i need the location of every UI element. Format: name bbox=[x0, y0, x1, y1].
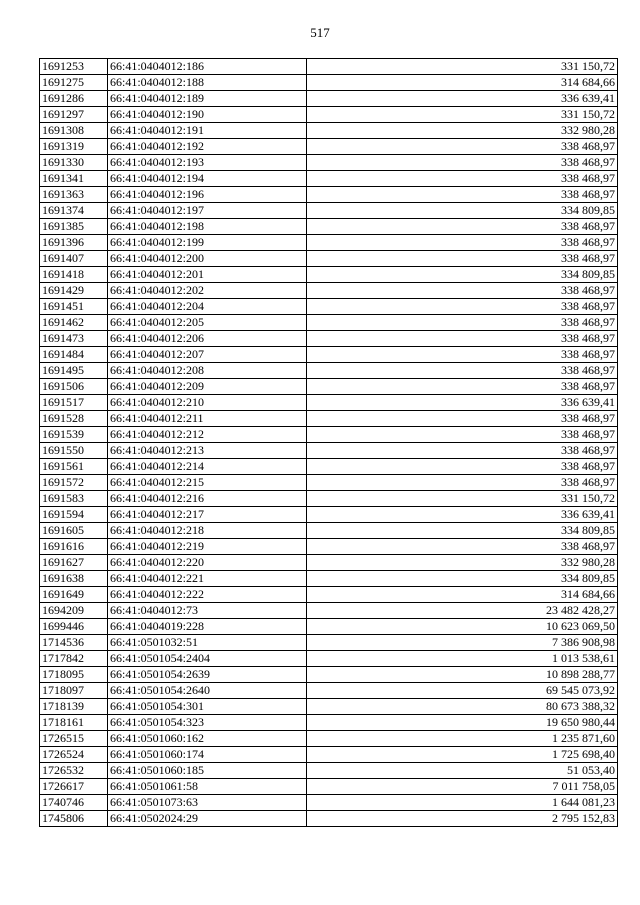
cadastral-number-cell: 66:41:0404012:201 bbox=[108, 267, 307, 283]
object-id-cell: 1691407 bbox=[40, 251, 108, 267]
cadastral-number-cell: 66:41:0404012:197 bbox=[108, 203, 307, 219]
object-id-cell: 1718097 bbox=[40, 683, 108, 699]
table-row bbox=[40, 363, 618, 379]
object-id-cell: 1691385 bbox=[40, 219, 108, 235]
cadastral-value-cell: 69 545 073,92 bbox=[307, 683, 618, 699]
object-id-cell: 1691605 bbox=[40, 523, 108, 539]
object-id-cell: 1691561 bbox=[40, 459, 108, 475]
cadastral-value-cell: 338 468,97 bbox=[307, 171, 618, 187]
cadastral-value-cell: 314 684,66 bbox=[307, 587, 618, 603]
object-id-cell: 1726515 bbox=[40, 731, 108, 747]
object-id-cell: 1691396 bbox=[40, 235, 108, 251]
object-id-cell: 1691539 bbox=[40, 427, 108, 443]
cadastral-value-cell: 332 980,28 bbox=[307, 555, 618, 571]
cadastral-value-cell: 80 673 388,32 bbox=[307, 699, 618, 715]
cadastral-value-cell: 334 809,85 bbox=[307, 267, 618, 283]
object-id-cell: 1694209 bbox=[40, 603, 108, 619]
table-row bbox=[40, 203, 618, 219]
table-row bbox=[40, 347, 618, 363]
table-row bbox=[40, 603, 618, 619]
cadastral-number-cell: 66:41:0501073:63 bbox=[108, 795, 307, 811]
table-row bbox=[40, 619, 618, 635]
cadastral-number-cell: 66:41:0404012:209 bbox=[108, 379, 307, 395]
cadastral-value-cell: 331 150,72 bbox=[307, 107, 618, 123]
table-row bbox=[40, 635, 618, 651]
cadastral-value-cell: 338 468,97 bbox=[307, 459, 618, 475]
cadastral-number-cell: 66:41:0404012:206 bbox=[108, 331, 307, 347]
object-id-cell: 1714536 bbox=[40, 635, 108, 651]
cadastral-value-cell: 334 809,85 bbox=[307, 571, 618, 587]
cadastral-number-cell: 66:41:0501060:162 bbox=[108, 731, 307, 747]
object-id-cell: 1691616 bbox=[40, 539, 108, 555]
cadastral-number-cell: 66:41:0404012:200 bbox=[108, 251, 307, 267]
table-row bbox=[40, 523, 618, 539]
object-id-cell: 1718161 bbox=[40, 715, 108, 731]
cadastral-number-cell: 66:41:0501054:2639 bbox=[108, 667, 307, 683]
cadastral-value-cell: 1 725 698,40 bbox=[307, 747, 618, 763]
object-id-cell: 1691517 bbox=[40, 395, 108, 411]
cadastral-number-cell: 66:41:0404012:192 bbox=[108, 139, 307, 155]
cadastral-value-cell: 338 468,97 bbox=[307, 251, 618, 267]
cadastral-value-cell: 338 468,97 bbox=[307, 315, 618, 331]
object-id-cell: 1691550 bbox=[40, 443, 108, 459]
cadastral-value-cell: 338 468,97 bbox=[307, 283, 618, 299]
table-row bbox=[40, 235, 618, 251]
cadastral-number-cell: 66:41:0501054:2404 bbox=[108, 651, 307, 667]
object-id-cell: 1691253 bbox=[40, 59, 108, 75]
table-row bbox=[40, 571, 618, 587]
object-id-cell: 1699446 bbox=[40, 619, 108, 635]
cadastral-value-cell: 336 639,41 bbox=[307, 507, 618, 523]
table-row bbox=[40, 123, 618, 139]
table-row bbox=[40, 219, 618, 235]
cadastral-value-cell: 19 650 980,44 bbox=[307, 715, 618, 731]
table-row bbox=[40, 75, 618, 91]
object-id-cell: 1726532 bbox=[40, 763, 108, 779]
cadastral-number-cell: 66:41:0404012:199 bbox=[108, 235, 307, 251]
table-row bbox=[40, 779, 618, 795]
cadastral-number-cell: 66:41:0404012:196 bbox=[108, 187, 307, 203]
cadastral-value-cell: 338 468,97 bbox=[307, 539, 618, 555]
cadastral-number-cell: 66:41:0501060:174 bbox=[108, 747, 307, 763]
table-row bbox=[40, 187, 618, 203]
cadastral-number-cell: 66:41:0404012:214 bbox=[108, 459, 307, 475]
cadastral-number-cell: 66:41:0404012:216 bbox=[108, 491, 307, 507]
object-id-cell: 1691484 bbox=[40, 347, 108, 363]
cadastral-value-cell: 338 468,97 bbox=[307, 219, 618, 235]
cadastral-number-cell: 66:41:0404019:228 bbox=[108, 619, 307, 635]
table-row bbox=[40, 427, 618, 443]
table-body bbox=[40, 59, 618, 827]
table-row bbox=[40, 411, 618, 427]
table-row bbox=[40, 251, 618, 267]
cadastral-value-cell: 338 468,97 bbox=[307, 475, 618, 491]
object-id-cell: 1745806 bbox=[40, 811, 108, 827]
object-id-cell: 1726617 bbox=[40, 779, 108, 795]
table-row bbox=[40, 395, 618, 411]
cadastral-number-cell: 66:41:0501054:323 bbox=[108, 715, 307, 731]
cadastral-value-cell: 1 644 081,23 bbox=[307, 795, 618, 811]
cadastral-value-cell: 338 468,97 bbox=[307, 139, 618, 155]
cadastral-value-cell: 314 684,66 bbox=[307, 75, 618, 91]
cadastral-number-cell: 66:41:0404012:205 bbox=[108, 315, 307, 331]
cadastral-value-cell: 336 639,41 bbox=[307, 91, 618, 107]
cadastral-value-cell: 331 150,72 bbox=[307, 59, 618, 75]
cadastral-number-cell: 66:41:0404012:220 bbox=[108, 555, 307, 571]
table-row bbox=[40, 91, 618, 107]
object-id-cell: 1691594 bbox=[40, 507, 108, 523]
cadastral-number-cell: 66:41:0501060:185 bbox=[108, 763, 307, 779]
cadastral-number-cell: 66:41:0404012:208 bbox=[108, 363, 307, 379]
table-row bbox=[40, 379, 618, 395]
cadastral-number-cell: 66:41:0404012:211 bbox=[108, 411, 307, 427]
object-id-cell: 1691297 bbox=[40, 107, 108, 123]
cadastral-number-cell: 66:41:0404012:190 bbox=[108, 107, 307, 123]
table-row bbox=[40, 315, 618, 331]
table-row bbox=[40, 491, 618, 507]
object-id-cell: 1691363 bbox=[40, 187, 108, 203]
table-row bbox=[40, 155, 618, 171]
cadastral-value-cell: 338 468,97 bbox=[307, 235, 618, 251]
object-id-cell: 1691308 bbox=[40, 123, 108, 139]
table-row bbox=[40, 731, 618, 747]
table-row bbox=[40, 683, 618, 699]
cadastral-value-cell: 10 623 069,50 bbox=[307, 619, 618, 635]
cadastral-number-cell: 66:41:0502024:29 bbox=[108, 811, 307, 827]
cadastral-value-cell: 338 468,97 bbox=[307, 187, 618, 203]
object-id-cell: 1691506 bbox=[40, 379, 108, 395]
page-number: 517 bbox=[310, 25, 330, 40]
object-id-cell: 1691341 bbox=[40, 171, 108, 187]
cadastral-value-cell: 23 482 428,27 bbox=[307, 603, 618, 619]
cadastral-number-cell: 66:41:0404012:217 bbox=[108, 507, 307, 523]
cadastral-value-cell: 334 809,85 bbox=[307, 523, 618, 539]
object-id-cell: 1691462 bbox=[40, 315, 108, 331]
object-id-cell: 1691572 bbox=[40, 475, 108, 491]
cadastral-value-cell: 334 809,85 bbox=[307, 203, 618, 219]
object-id-cell: 1691319 bbox=[40, 139, 108, 155]
object-id-cell: 1691418 bbox=[40, 267, 108, 283]
cadastral-value-table bbox=[39, 58, 618, 827]
cadastral-value-cell: 332 980,28 bbox=[307, 123, 618, 139]
object-id-cell: 1691528 bbox=[40, 411, 108, 427]
object-id-cell: 1691638 bbox=[40, 571, 108, 587]
table-row bbox=[40, 331, 618, 347]
table-row bbox=[40, 267, 618, 283]
object-id-cell: 1691275 bbox=[40, 75, 108, 91]
cadastral-value-cell: 338 468,97 bbox=[307, 155, 618, 171]
object-id-cell: 1726524 bbox=[40, 747, 108, 763]
object-id-cell: 1691649 bbox=[40, 587, 108, 603]
cadastral-number-cell: 66:41:0501061:58 bbox=[108, 779, 307, 795]
cadastral-number-cell: 66:41:0501054:301 bbox=[108, 699, 307, 715]
object-id-cell: 1691451 bbox=[40, 299, 108, 315]
table-row bbox=[40, 667, 618, 683]
cadastral-number-cell: 66:41:0404012:204 bbox=[108, 299, 307, 315]
cadastral-number-cell: 66:41:0404012:221 bbox=[108, 571, 307, 587]
cadastral-number-cell: 66:41:0404012:207 bbox=[108, 347, 307, 363]
cadastral-value-cell: 336 639,41 bbox=[307, 395, 618, 411]
object-id-cell: 1691330 bbox=[40, 155, 108, 171]
table-row bbox=[40, 171, 618, 187]
cadastral-value-cell: 2 795 152,83 bbox=[307, 811, 618, 827]
object-id-cell: 1718139 bbox=[40, 699, 108, 715]
object-id-cell: 1691473 bbox=[40, 331, 108, 347]
table-row bbox=[40, 475, 618, 491]
object-id-cell: 1718095 bbox=[40, 667, 108, 683]
cadastral-number-cell: 66:41:0404012:186 bbox=[108, 59, 307, 75]
cadastral-value-cell: 1 013 538,61 bbox=[307, 651, 618, 667]
cadastral-number-cell: 66:41:0404012:210 bbox=[108, 395, 307, 411]
table-row bbox=[40, 443, 618, 459]
cadastral-number-cell: 66:41:0404012:188 bbox=[108, 75, 307, 91]
cadastral-value-cell: 10 898 288,77 bbox=[307, 667, 618, 683]
cadastral-value-cell: 338 468,97 bbox=[307, 443, 618, 459]
cadastral-number-cell: 66:41:0404012:73 bbox=[108, 603, 307, 619]
cadastral-value-cell: 338 468,97 bbox=[307, 411, 618, 427]
cadastral-number-cell: 66:41:0404012:191 bbox=[108, 123, 307, 139]
object-id-cell: 1691374 bbox=[40, 203, 108, 219]
cadastral-value-cell: 1 235 871,60 bbox=[307, 731, 618, 747]
object-id-cell: 1691583 bbox=[40, 491, 108, 507]
cadastral-value-cell: 7 011 758,05 bbox=[307, 779, 618, 795]
table-row bbox=[40, 283, 618, 299]
cadastral-number-cell: 66:41:0404012:202 bbox=[108, 283, 307, 299]
table-row bbox=[40, 59, 618, 75]
cadastral-value-cell: 331 150,72 bbox=[307, 491, 618, 507]
cadastral-number-cell: 66:41:0404012:222 bbox=[108, 587, 307, 603]
table-row bbox=[40, 507, 618, 523]
object-id-cell: 1691627 bbox=[40, 555, 108, 571]
cadastral-value-cell: 338 468,97 bbox=[307, 299, 618, 315]
cadastral-value-cell: 7 386 908,98 bbox=[307, 635, 618, 651]
object-id-cell: 1691495 bbox=[40, 363, 108, 379]
table-row bbox=[40, 747, 618, 763]
cadastral-number-cell: 66:41:0404012:194 bbox=[108, 171, 307, 187]
object-id-cell: 1691429 bbox=[40, 283, 108, 299]
table-row bbox=[40, 107, 618, 123]
table-row bbox=[40, 459, 618, 475]
cadastral-number-cell: 66:41:0501032:51 bbox=[108, 635, 307, 651]
cadastral-value-cell: 338 468,97 bbox=[307, 363, 618, 379]
cadastral-value-cell: 338 468,97 bbox=[307, 427, 618, 443]
object-id-cell: 1691286 bbox=[40, 91, 108, 107]
object-id-cell: 1740746 bbox=[40, 795, 108, 811]
table-row bbox=[40, 699, 618, 715]
cadastral-number-cell: 66:41:0404012:215 bbox=[108, 475, 307, 491]
table-row bbox=[40, 715, 618, 731]
table-row bbox=[40, 139, 618, 155]
cadastral-number-cell: 66:41:0404012:198 bbox=[108, 219, 307, 235]
table-row bbox=[40, 763, 618, 779]
table-row bbox=[40, 587, 618, 603]
cadastral-value-cell: 338 468,97 bbox=[307, 347, 618, 363]
cadastral-number-cell: 66:41:0404012:218 bbox=[108, 523, 307, 539]
cadastral-number-cell: 66:41:0501054:2640 bbox=[108, 683, 307, 699]
table-row bbox=[40, 299, 618, 315]
table-row bbox=[40, 651, 618, 667]
table-row bbox=[40, 811, 618, 827]
table-row bbox=[40, 539, 618, 555]
cadastral-value-cell: 51 053,40 bbox=[307, 763, 618, 779]
cadastral-number-cell: 66:41:0404012:212 bbox=[108, 427, 307, 443]
cadastral-number-cell: 66:41:0404012:213 bbox=[108, 443, 307, 459]
table-row bbox=[40, 555, 618, 571]
cadastral-number-cell: 66:41:0404012:219 bbox=[108, 539, 307, 555]
cadastral-number-cell: 66:41:0404012:189 bbox=[108, 91, 307, 107]
cadastral-number-cell: 66:41:0404012:193 bbox=[108, 155, 307, 171]
object-id-cell: 1717842 bbox=[40, 651, 108, 667]
cadastral-value-cell: 338 468,97 bbox=[307, 379, 618, 395]
table-row bbox=[40, 795, 618, 811]
cadastral-value-cell: 338 468,97 bbox=[307, 331, 618, 347]
